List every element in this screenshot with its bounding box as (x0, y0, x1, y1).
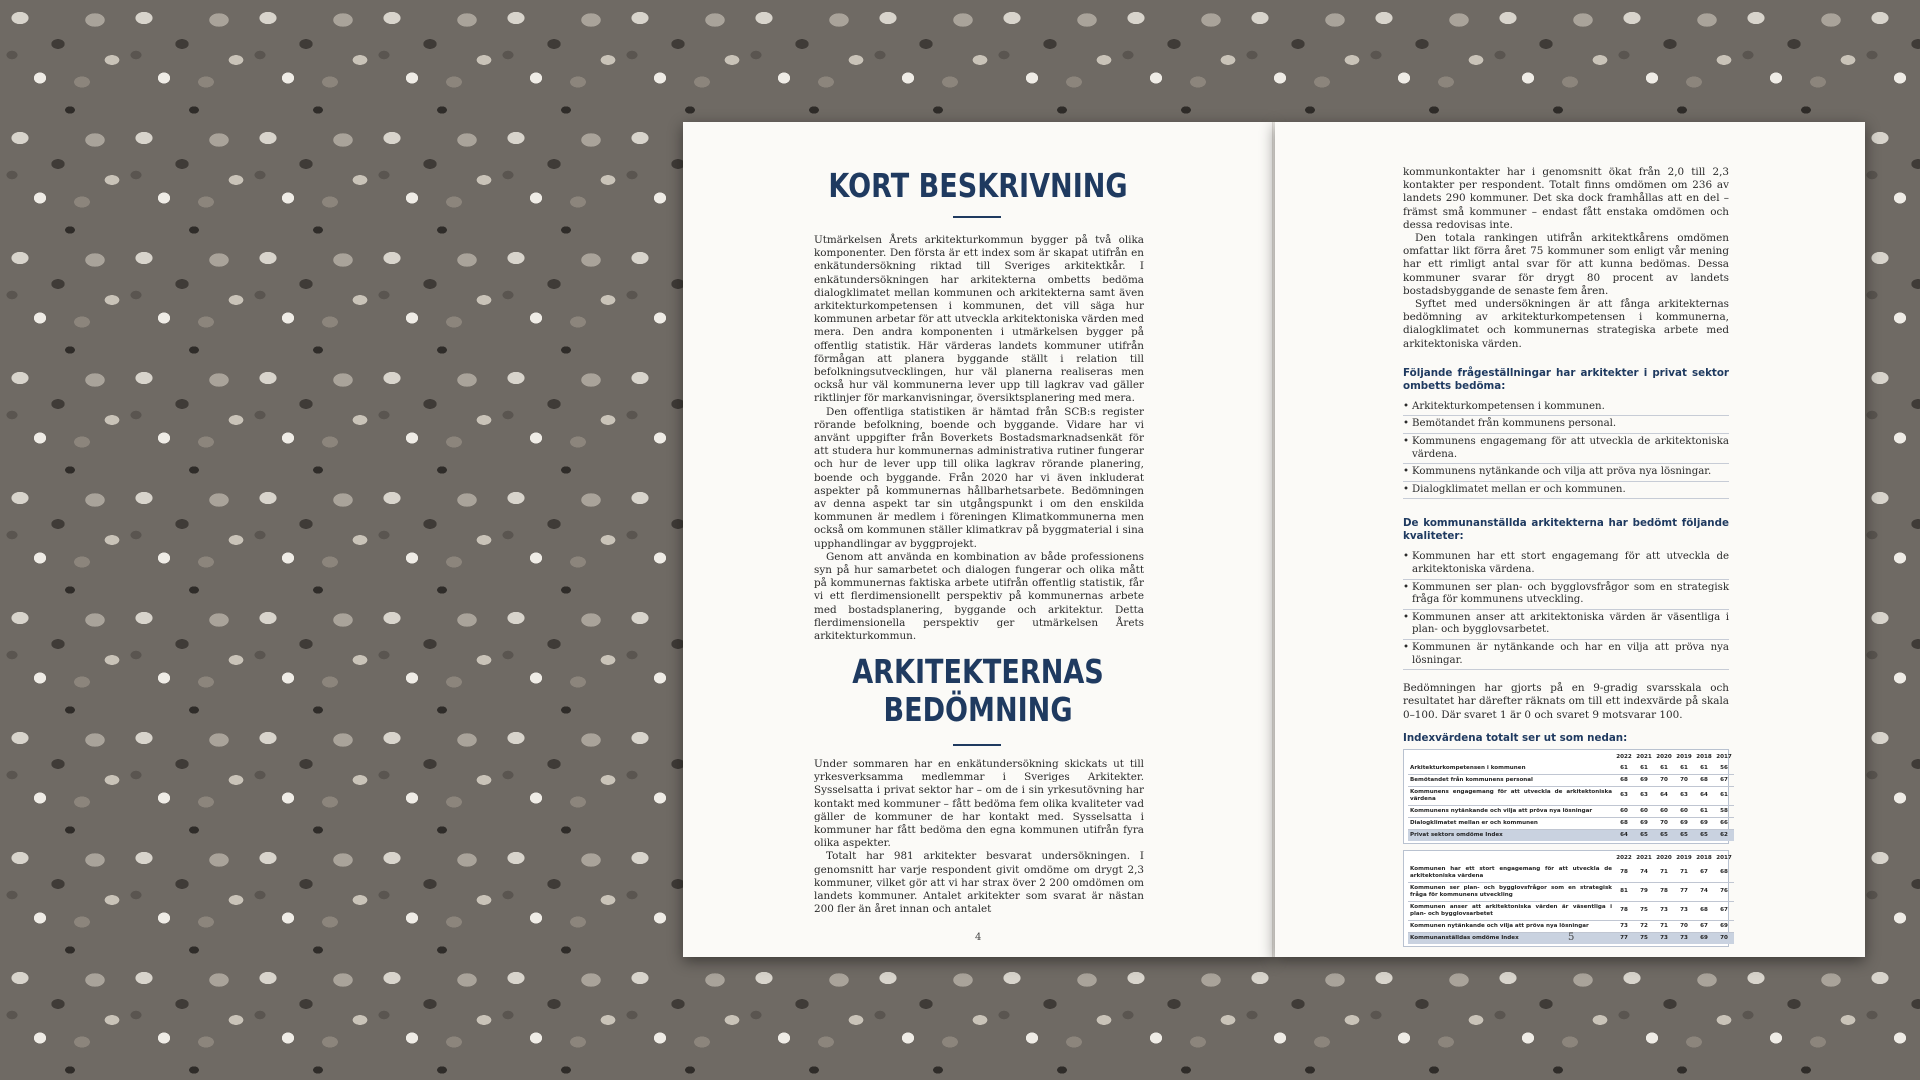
row-label: Kommunen ser plan- och bygglovsfrågor som en strategisk fråga för kommunens utveckling (1408, 882, 1614, 901)
list-item: • Arkitekturkompetensen i kommunen. (1403, 399, 1729, 417)
right-paragraph: kommunkontakter har i genomsnitt ökat från 2,0 till 2,3 kontakter per respondent. Totalt finns omdömen om 236 av landets 290 kommuner. Det ska dock framhållas att en del – främst små kommuner – endast fått enstaka omdömen och dessa redovisas inte. (1403, 166, 1729, 231)
cell-value: 66 (1714, 817, 1734, 829)
cell-value: 69 (1634, 774, 1654, 786)
table-row (1408, 920, 1734, 932)
cell-value: 61 (1694, 805, 1714, 817)
intro-paragraph: Den offentliga statistiken är hämtad från SCB:s register rörande befolkning, boende och byggande. Vidare har vi använt uppgifter från Boverkets Bostadsmarknadsenkät för att studera hur kommunernas administrativa rutiner fungerar och hur de lever upp till olika lagkrav rörande planering, boende och byggande. Från 2020 har vi även inkluderat aspekter på kommunernas hållbarhetsarbete. Bedömningen av denna aspekt tar sin utgångspunkt i om den enskilda kommunen är medlem i föreningen Klimatkommunerna men också om kommunen ställer klimatkrav på byggmaterial i sina upphandlingar av byggprojekt. (814, 405, 1144, 550)
scale-text: Bedömningen har gjorts på en 9-gradig svarsskala och resultatet har därefter räknats om till ett indexvärde på skala 0–100. Där svaret 1 är 0 och svaret 9 motsvarar 100. (1403, 682, 1729, 721)
cell-value: 73 (1674, 901, 1694, 920)
cell-value: 70 (1654, 774, 1674, 786)
cell-value: 60 (1614, 805, 1634, 817)
table-row (1408, 774, 1734, 786)
cell-value: 68 (1714, 864, 1734, 883)
row-label: Dialogklimatet mellan er och kommunen (1408, 817, 1614, 829)
row-label: Kommunanställdas omdöme Index (1408, 932, 1614, 944)
row-label: Kommunen nytänkande och vilja att pröva nya lösningar (1408, 920, 1614, 932)
cell-value: 73 (1614, 920, 1634, 932)
table-row (1408, 901, 1734, 920)
heading-rule (953, 744, 1001, 746)
cell-value: 81 (1614, 882, 1634, 901)
left-page (683, 122, 1273, 957)
cell-value: 64 (1654, 786, 1674, 805)
cell-value: 70 (1654, 817, 1674, 829)
heading-arkitekternas: ARKITEKTERNAS (852, 652, 1104, 691)
list-item: • Bemötandet från kommunens personal. (1403, 416, 1729, 434)
right-text (1403, 166, 1732, 947)
cell-value: 61 (1634, 763, 1654, 775)
cell-value: 70 (1674, 920, 1694, 932)
municipal-list (1403, 549, 1729, 670)
cell-value: 78 (1654, 882, 1674, 901)
cell-value: 67 (1694, 864, 1714, 883)
cell-value: 79 (1634, 882, 1654, 901)
cell-value: 60 (1634, 805, 1654, 817)
row-label: Arkitekturkompetensen i kommunen (1408, 763, 1614, 775)
table-row (1408, 864, 1734, 883)
page-number: 4 (975, 932, 982, 943)
list-item: • Kommunens engagemang för att utveckla de arkitektoniska värdena. (1403, 434, 1729, 464)
cell-value: 68 (1614, 774, 1634, 786)
cell-value: 65 (1674, 829, 1694, 841)
index-table-municipal: 2022 2021 2020 2019 2018 2017 Kommunen har ett stort engagemang för att utveckla de arkitektoniska värdena 78 74 71 71 67 68 Kommunen ser plan- och bygglovsfrågor som en strategisk fråga för kommunens utveckling 81 79 78 77 74 76 Kommunen anser att arkitektoniska värden är väsentliga i plan- och bygglovsarbetet 78 75 73 73 68 67 Kommunen nytänkande och vilja att pröva nya lösningar 73 72 71 70 67 69 Kommunanställdas omdöme Index 77 75 73 73 69 70 (1403, 850, 1729, 947)
cell-value: 61 (1674, 763, 1694, 775)
list-item: • Dialogklimatet mellan er och kommunen. (1403, 482, 1729, 500)
cell-value: 67 (1714, 774, 1734, 786)
list-item: • Kommunen är nytänkande och har en vilja att pröva nya lösningar. (1403, 640, 1729, 670)
table-row (1408, 763, 1734, 775)
subhead-private: Följande frågeställningar har arkitekter i privat sektor ombetts bedöma: (1403, 366, 1729, 392)
cell-value: 71 (1654, 864, 1674, 883)
survey-paragraph: Under sommaren har en enkätundersökning skickats ut till yrkesverksamma medlemmar i Sveriges Arkitekter. Sysselsatta i privat sektor har – om de i sin yrkesutövning har kontakt med kommuner – fått bedöma fem olika kvaliteter vad gäller de kommuner de har kontakt med. Sysselsatta i kommuner har fått bedöma den egna kommunen utifrån fyra olika aspekter. (814, 758, 1144, 850)
row-label: Kommunens nytänkande och vilja att pröva nya lösningar (1408, 805, 1614, 817)
row-label: Kommunens engagemang för att utveckla de arkitektoniska värdena (1408, 786, 1614, 805)
heading-rule (953, 216, 1001, 218)
right-page (1275, 122, 1865, 957)
cell-value: 74 (1634, 864, 1654, 883)
cell-value: 69 (1714, 920, 1734, 932)
cell-value: 67 (1714, 901, 1734, 920)
subhead-table: Indexvärdena totalt ser ut som nedan: (1403, 731, 1628, 744)
cell-value: 60 (1674, 805, 1694, 817)
cell-value: 68 (1694, 901, 1714, 920)
intro-paragraph: Utmärkelsen Årets arkitekturkommun bygger på två olika komponenter. Den första är ett index som är skapat utifrån en enkätundersökning riktad till Sveriges arkitektkår. I enkätundersökningen har arkitekterna ombetts bedöma dialogklimatet mellan kommunen och arkitekterna samt även arkitekturkompetensen i kommunen, det vill säga hur kommunen arbetar för att utveckla arkitektoniska värden med mera. Den andra komponenten i utmärkelsen bygger på offentlig statistik. Här värderas landets kommuner utifrån förmågan att planera byggande ställt i relation till befolkningsutvecklingen, hur väl planerna realiseras men också hur väl kommunerna lever upp till lagkrav vad gäller riktlinjer för markanvisningar, översiktsplanering med mera. (814, 234, 1144, 405)
cell-value: 61 (1614, 763, 1634, 775)
intro-text (814, 234, 1144, 643)
cell-value: 65 (1654, 829, 1674, 841)
cell-value: 67 (1694, 920, 1714, 932)
cell-value: 75 (1634, 901, 1654, 920)
table-row (1408, 882, 1734, 901)
cell-value: 73 (1654, 932, 1674, 944)
page-number: 5 (1568, 932, 1575, 943)
intro-paragraph: Genom att använda en kombination av både professionens syn på hur samarbetet och dialogen fungerar och olika mått på kommunernas faktiska arbete utifrån offentlig statistik, får vi ett flerdimensionellt perspektiv på kommunernas arbete med bostadsplanering, byggande och arkitektur. Detta flerdimensionella perspektiv ger utmärkelsen Årets arkitekturkommun. (814, 550, 1144, 643)
cell-value: 68 (1694, 774, 1714, 786)
table-row (1408, 805, 1734, 817)
cell-value: 77 (1674, 882, 1694, 901)
cell-value: 60 (1654, 805, 1674, 817)
list-item: • Kommunens nytänkande och vilja att pröva nya lösningar. (1403, 464, 1729, 482)
table-sum-row (1408, 829, 1734, 841)
list-item: • Kommunen anser att arkitektoniska värden är väsentliga i plan- och bygglovsarbetet. (1403, 610, 1729, 640)
index-table-private: 2022 2021 2020 2019 2018 2017 Arkitekturkompetensen i kommunen 61 61 61 61 61 56 Bemötandet från kommunens personal 68 69 70 70 68 67 Kommunens engagemang för att utveckla de arkitektoniska värdena 63 63 64 63 64 61 Kommunens nytänkande och vilja att pröva nya lösningar 60 60 60 60 61 58 Dialogklimatet mellan er och kommunen 68 69 70 69 69 66 Privat sektors omdöme Index 64 65 65 65 65 62 (1403, 749, 1729, 844)
cell-value: 78 (1614, 901, 1634, 920)
row-label: Privat sektors omdöme Index (1408, 829, 1614, 841)
cell-value: 61 (1694, 763, 1714, 775)
cell-value: 64 (1694, 786, 1714, 805)
private-list (1403, 399, 1729, 500)
cell-value: 63 (1674, 786, 1694, 805)
cell-value: 64 (1614, 829, 1634, 841)
cell-value: 65 (1694, 829, 1714, 841)
row-label: Kommunen har ett stort engagemang för att utveckla de arkitektoniska värdena (1408, 864, 1614, 883)
cell-value: 71 (1674, 864, 1694, 883)
cell-value: 76 (1714, 882, 1734, 901)
cell-value: 73 (1674, 932, 1694, 944)
cell-value: 71 (1654, 920, 1674, 932)
cell-value: 69 (1634, 817, 1654, 829)
cell-value: 69 (1674, 817, 1694, 829)
cell-value: 77 (1614, 932, 1634, 944)
cell-value: 63 (1634, 786, 1654, 805)
cell-value: 56 (1714, 763, 1734, 775)
cell-value: 69 (1694, 932, 1714, 944)
cell-value: 78 (1614, 864, 1634, 883)
cell-value: 68 (1614, 817, 1634, 829)
cell-value: 69 (1694, 817, 1714, 829)
list-item: • Kommunen ser plan- och bygglovsfrågor som en strategisk fråga för kommunens utveckling. (1403, 580, 1729, 610)
subhead-municipal: De kommunanställda arkitekterna har bedömt följande kvaliteter: (1403, 517, 1729, 543)
cell-value: 75 (1634, 932, 1654, 944)
table-row (1408, 786, 1734, 805)
cell-value: 70 (1714, 932, 1734, 944)
survey-text (814, 758, 1144, 916)
list-item: • Kommunen har ett stort engagemang för att utveckla de arkitektoniska värdena. (1403, 549, 1729, 579)
cell-value: 61 (1714, 786, 1734, 805)
cell-value: 73 (1654, 901, 1674, 920)
cell-value: 70 (1674, 774, 1694, 786)
cell-value: 74 (1694, 882, 1714, 901)
cell-value: 72 (1634, 920, 1654, 932)
right-paragraph: Den totala rankingen utifrån arkitektkårens omdömen omfattar likt förra året 75 kommuner som enligt vår mening har ett rimligt antal svar för att kunna bedömas. Dessa kommuner svarar för drygt 80 procent av landets bostadsbyggande de senaste fem åren. (1403, 232, 1729, 297)
cell-value: 61 (1654, 763, 1674, 775)
cell-value: 65 (1634, 829, 1654, 841)
row-label: Bemötandet från kommunens personal (1408, 774, 1614, 786)
cell-value: 58 (1714, 805, 1734, 817)
cell-value: 62 (1714, 829, 1734, 841)
right-paragraph: Syftet med undersökningen är att fånga arkitekternas bedömning av arkitekturkompetensen i kommunerna, dialogklimatet och kommunernas strategiska arbete med arkitektoniska värden. (1403, 298, 1729, 350)
survey-paragraph: Totalt har 981 arkitekter besvarat undersökningen. I genomsnitt har varje respondent givit omdöme om drygt 2,3 kommuner, vilket gör att vi har strax över 2 200 omdömen om landets kommuner. Antalet arkitekter som svarat är nästan 200 fler än året innan och antalet (814, 850, 1144, 916)
heading-bedomning: BEDÖMNING (883, 690, 1073, 729)
row-label: Kommunen anser att arkitektoniska värden är väsentliga i plan- och bygglovsarbetet (1408, 901, 1614, 920)
heading-kort-beskrivning: KORT BESKRIVNING (828, 166, 1128, 205)
table-row (1408, 817, 1734, 829)
cell-value: 63 (1614, 786, 1634, 805)
